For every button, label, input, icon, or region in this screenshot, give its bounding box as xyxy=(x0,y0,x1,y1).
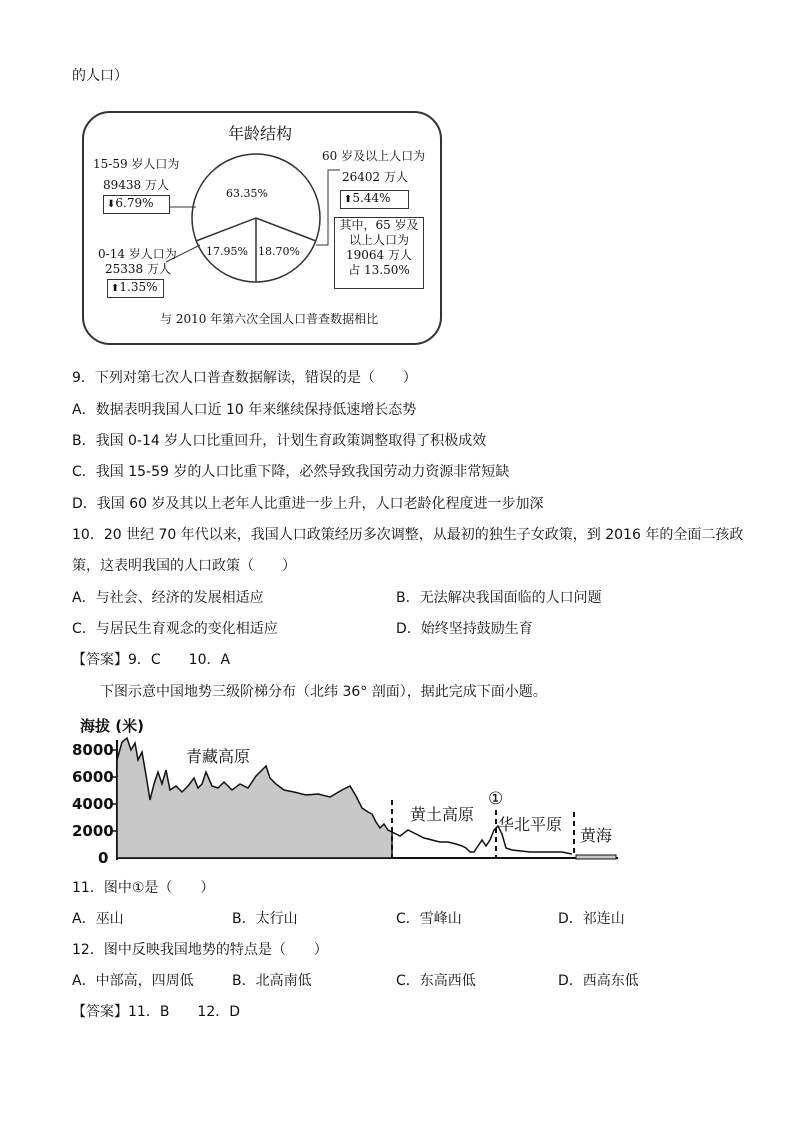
q10-option-a: A．与社会、经济的发展相适应 xyxy=(72,590,264,606)
group-0-14-line1: 0-14 岁人口为 xyxy=(98,247,177,261)
yellow-sea-area xyxy=(576,855,616,859)
change-badge-0-14: ⬆1.35% xyxy=(107,279,164,298)
region-north-china-plain: 华北平原 xyxy=(498,815,563,834)
tick-label-2000: 2000 xyxy=(72,822,114,840)
q12-stem: 12．图中反映我国地势的特点是（ ） xyxy=(72,942,328,958)
q10-option-c: C．与居民生育观念的变化相适应 xyxy=(72,621,278,637)
arrow-up-icon: ⬆ xyxy=(111,283,120,294)
tick-label-8000: 8000 xyxy=(72,741,114,759)
q10-option-d: D．始终坚持鼓励生育 xyxy=(396,621,533,637)
q11-option-b: B．太行山 xyxy=(232,911,298,927)
q9-option-b: B．我国 0-14 岁人口比重回升，计划生育政策调整取得了积极成效 xyxy=(72,433,487,449)
q12-option-a: A．中部高，四周低 xyxy=(72,973,194,989)
group-15-59-line2: 89438 万人 xyxy=(103,178,169,192)
q12-option-b: B．北高南低 xyxy=(232,973,312,989)
q9-option-d: D．我国 60 岁及其以上老年人比重进一步上升，人口老龄化程度进一步加深 xyxy=(72,496,544,512)
q9-option-a: A．数据表明我国人口近 10 年来继续保持低速增长态势 xyxy=(72,402,417,418)
tick-label-6000: 6000 xyxy=(72,768,114,786)
arrow-up-icon: ⬆ xyxy=(344,194,353,205)
figure-title: 年龄结构 xyxy=(228,124,293,143)
pie-label-elderly: 18.70% xyxy=(258,245,300,258)
answer-9-10: 【答案】9．C 10．A xyxy=(72,652,231,668)
qinghai-tibet-area xyxy=(117,738,392,858)
q11-option-d: D．祁连山 xyxy=(558,911,625,927)
q10-stem-1: 10．20 世纪 70 年代以来，我国人口政策经历多次调整，从最初的独生子女政策，到 2016 年的全面二孩政 xyxy=(72,527,744,543)
change-badge-15-59: ⬇6.79% xyxy=(103,195,170,214)
tick-label-0: 0 xyxy=(98,849,109,867)
q11-option-a: A．巫山 xyxy=(72,911,124,927)
change-badge-60: ⬆5.44% xyxy=(340,190,409,209)
q12-option-d: D．西高东低 xyxy=(558,973,639,989)
q11-stem: 11．图中①是（ ） xyxy=(72,880,215,896)
q10-option-b: B．无法解决我国面临的人口问题 xyxy=(396,590,602,606)
q9-stem: 9．下列对第七次人口普查数据解读，错误的是（ ） xyxy=(72,370,417,386)
answer-11-12: 【答案】11．B 12．D xyxy=(72,1004,241,1020)
figure-footer: 与 2010 年第六次全国人口普查数据相比 xyxy=(160,312,379,326)
group-65-box: 其中，65 岁及 以上人口为 19064 万人 占 13.50% xyxy=(334,217,424,289)
arrow-down-icon: ⬇ xyxy=(107,199,116,210)
intro-text: 下图示意中国地势三级阶梯分布（北纬 36° 剖面），据此完成下面小题。 xyxy=(100,684,547,700)
group-60-line2: 26402 万人 xyxy=(342,170,408,184)
pie-label-working: 63.35% xyxy=(226,187,268,200)
q12-option-c: C．东高西低 xyxy=(396,973,476,989)
region-qinghai-tibet: 青藏高原 xyxy=(186,747,251,766)
group-15-59-line1: 15-59 岁人口为 xyxy=(93,157,180,171)
marker-1: ① xyxy=(488,789,504,809)
group-0-14-line2: 25338 万人 xyxy=(105,262,171,276)
y-axis-label: 海拔 (米) xyxy=(80,717,144,735)
q10-stem-2: 策，这表明我国的人口政策（ ） xyxy=(72,558,296,574)
tick-label-4000: 4000 xyxy=(72,795,114,813)
continuation-text: 的人口） xyxy=(72,68,128,84)
group-60-line1: 60 岁及以上人口为 xyxy=(322,149,426,163)
q11-option-c: C．雪峰山 xyxy=(396,911,462,927)
q9-option-c: C．我国 15-59 岁的人口比重下降，必然导致我国劳动力资源非常短缺 xyxy=(72,464,510,480)
pie-label-children: 17.95% xyxy=(206,245,248,258)
region-loess: 黄土高原 xyxy=(410,805,475,824)
region-yellow-sea: 黄海 xyxy=(580,826,613,845)
